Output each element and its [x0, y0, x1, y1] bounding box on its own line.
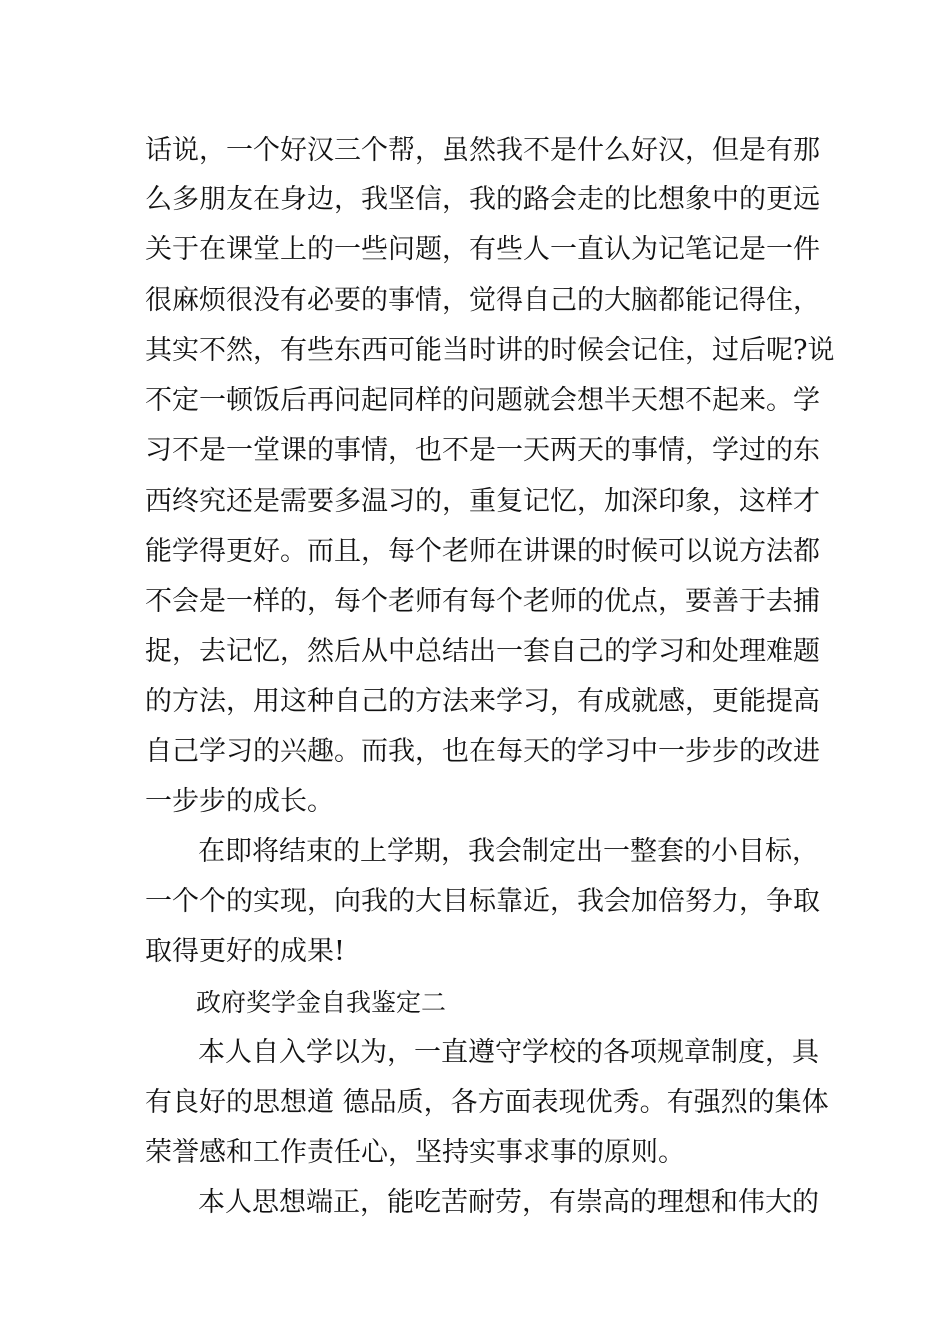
paragraph-start-line: 在即将结束的上学期，我会制定出一整套的小目标，	[198, 836, 819, 867]
text-line: 其实不然，有些东西可能当时讲的时候会记住，过后呢?说	[145, 335, 835, 366]
paragraph-start-line: 本人思想端正，能吃苦耐劳，有崇高的理想和伟大的	[198, 1187, 819, 1218]
text-line: 习不是一堂课的事情，也不是一天两天的事情，学过的东	[145, 435, 820, 466]
section-title: 政府奖学金自我鉴定二	[196, 988, 447, 1017]
text-line: 能学得更好。而且，每个老师在讲课的时候可以说方法都	[145, 536, 820, 567]
text-line: 一步步的成长。	[145, 786, 334, 817]
text-line: 一个个的实现，向我的大目标靠近，我会加倍努力，争取	[145, 886, 820, 917]
text-line: 西终究还是需要多温习的，重复记忆，加深印象，这样才	[145, 486, 820, 517]
text-line: 关于在课堂上的一些问题，有些人一直认为记笔记是一件	[145, 234, 820, 265]
text-line: 很麻烦很没有必要的事情，觉得自己的大脑都能记得住，	[145, 285, 820, 316]
text-line: 的方法，用这种自己的方法来学习，有成就感，更能提高	[145, 686, 820, 717]
paragraph-start-line: 本人自入学以为，一直遵守学校的各项规章制度，具	[198, 1037, 819, 1068]
text-line: 不会是一样的，每个老师有每个老师的优点，要善于去捕	[145, 586, 820, 617]
text-line: 么多朋友在身边，我坚信，我的路会走的比想象中的更远	[145, 184, 820, 215]
text-line: 捉，去记忆，然后从中总结出一套自己的学习和处理难题	[145, 636, 820, 667]
text-line: 话说，一个好汉三个帮，虽然我不是什么好汉，但是有那	[145, 135, 820, 166]
text-line: 自己学习的兴趣。而我，也在每天的学习中一步步的改进	[145, 736, 820, 767]
text-line: 有良好的思想道 德品质，各方面表现优秀。有强烈的集体	[145, 1087, 829, 1118]
text-line: 取得更好的成果!	[145, 936, 345, 967]
text-line: 不定一顿饭后再问起同样的问题就会想半天想不起来。学	[145, 385, 820, 416]
text-line: 荣誉感和工作责任心，坚持实事求事的原则。	[145, 1137, 685, 1168]
